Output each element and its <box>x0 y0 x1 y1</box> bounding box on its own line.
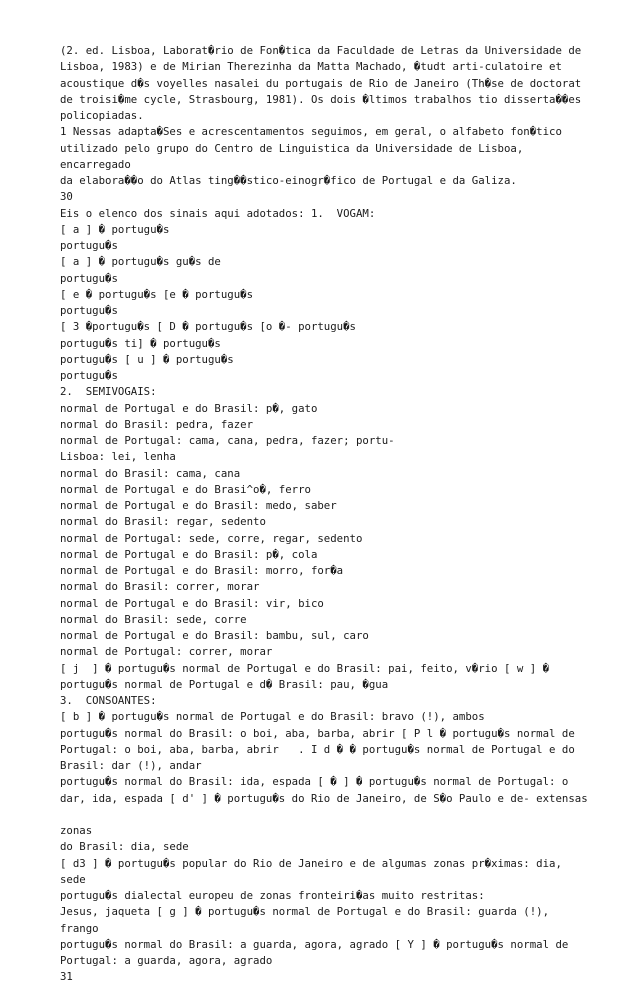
text-line: Brasil: dar (!), andar <box>60 759 202 772</box>
text-line: 1 Nessas adapta�Ses e acrescentamentos seguimos, em geral, o alfabeto fon�tico <box>60 125 562 139</box>
text-line: de troisi�me cycle, Strasbourg, 1981). Os dois �ltimos trabalhos tio disserta��es <box>60 92 582 106</box>
text-line: acoustique d�s voyelles nasalei du portugais de Rio de Janeiro (Th�se de doctorat <box>60 76 582 90</box>
text-line: Portugal: a guarda, agora, agrado <box>60 954 273 967</box>
text-line: normal de Portugal: sede, corre, regar, sedento <box>60 531 363 545</box>
text-line: normal de Portugal e do Brasil: vir, bico <box>60 596 324 610</box>
text-line: Jesus, jaqueta [ g ] � portugu�s normal de Portugal e do Brasil: guarda (!), <box>60 905 550 919</box>
text-line: (2. ed. Lisboa, Laborat�rio de Fon�tica da Faculdade de Letras da Universidade de <box>60 44 582 57</box>
text-line: normal do Brasil: cama, cana <box>60 466 241 480</box>
text-line: da elabora��o do Atlas ting��stico-einogr�fico de Portugal e da Galiza. <box>60 174 517 187</box>
text-line: 30 <box>60 190 73 204</box>
text-line: Lisboa: lei, lenha <box>60 450 176 464</box>
text-line: policopiadas. <box>60 109 144 122</box>
text-line: Eis o elenco dos sinais aqui adotados: 1. VOGAM: <box>60 206 376 220</box>
text-line: Lisboa, 1983) e de Mirian Therezinha da Matta Machado, �tudt arti-culatoire et <box>60 60 562 74</box>
text-line: [ d3 ] � portugu�s popular do Rio de Janeiro e de algumas zonas pr�ximas: dia, <box>60 856 562 870</box>
text-line: frango <box>60 921 99 935</box>
text-line: normal de Portugal e do Brasil: morro, for�a <box>60 564 344 577</box>
text-line: Portugal: o boi, aba, barba, abrir . I d � � portugu�s normal de Portugal e do <box>60 742 575 756</box>
text-line: normal de Portugal e do Brasil: medo, saber <box>60 499 337 512</box>
text-line: normal de Portugal: correr, morar <box>60 645 273 659</box>
text-line: normal do Brasil: regar, sedento <box>60 515 266 529</box>
text-line: 3. CONSOANTES: <box>60 694 157 707</box>
text-line: portugu�s [ u ] � portugu�s <box>60 352 234 366</box>
text-line: portugu�s normal do Brasil: ida, espada [ � ] � portugu�s normal de Portugal: o <box>60 775 569 789</box>
text-line: [ a ] � portugu�s <box>60 222 170 236</box>
text-line: dar, ida, espada [ d' ] � portugu�s do Rio de Janeiro, de S�o Paulo e de- extensas <box>60 791 588 805</box>
text-line: encarregado <box>60 157 131 171</box>
text-line: portugu�s normal do Brasil: a guarda, agora, agrado [ Y ] � portugu�s normal de <box>60 937 569 951</box>
text-line: 31 <box>60 970 73 984</box>
text-line: normal de Portugal e do Brasi^o�, ferro <box>60 482 311 496</box>
text-line: sede <box>60 872 86 886</box>
document-page <box>60 43 620 986</box>
text-line: portugu�s <box>60 239 118 252</box>
text-line: portugu�s <box>60 369 118 382</box>
text-line: portugu�s <box>60 271 118 285</box>
text-line: normal de Portugal e do Brasil: p�, gato <box>60 401 318 415</box>
text-line: [ a ] � portugu�s gu�s de <box>60 255 221 269</box>
text-line: [ j ] � portugu�s normal de Portugal e do Brasil: pai, feito, v�rio [ w ] � <box>60 661 550 675</box>
text-line: portugu�s normal do Brasil: o boi, aba, barba, abrir [ P l � portugu�s normal de <box>60 726 575 740</box>
text-line: zonas <box>60 824 93 837</box>
text-line: [ 3 �portugu�s [ D � portugu�s [o �- portugu�s <box>60 320 356 334</box>
text-line: [ e � portugu�s [e � portugu�s <box>60 287 254 301</box>
text-line: normal de Portugal: cama, cana, pedra, fazer; portu- <box>60 434 395 447</box>
text-line: do Brasil: dia, sede <box>60 840 189 854</box>
text-line: normal de Portugal e do Brasil: bambu, sul, caro <box>60 629 369 642</box>
text-line: normal do Brasil: pedra, fazer <box>60 417 254 431</box>
text-line: portugu�s dialectal europeu de zonas fronteiri�as muito restritas: <box>60 889 485 902</box>
text-line <box>60 807 620 823</box>
text-line: 2. SEMIVOGAIS: <box>60 385 157 399</box>
text-line: portugu�s <box>60 304 118 317</box>
text-line: normal do Brasil: correr, morar <box>60 580 260 594</box>
text-line: [ b ] � portugu�s normal de Portugal e do Brasil: bravo (!), ambos <box>60 710 485 724</box>
text-line: portugu�s ti] � portugu�s <box>60 336 221 350</box>
text-line: utilizado pelo grupo do Centro de Linguistica da Universidade de Lisboa, <box>60 141 524 155</box>
text-line: portugu�s normal de Portugal e d� Brasil: pau, �gua <box>60 677 389 691</box>
text-line: normal do Brasil: sede, corre <box>60 612 247 626</box>
text-line: normal de Portugal e do Brasil: p�, cola <box>60 547 318 561</box>
